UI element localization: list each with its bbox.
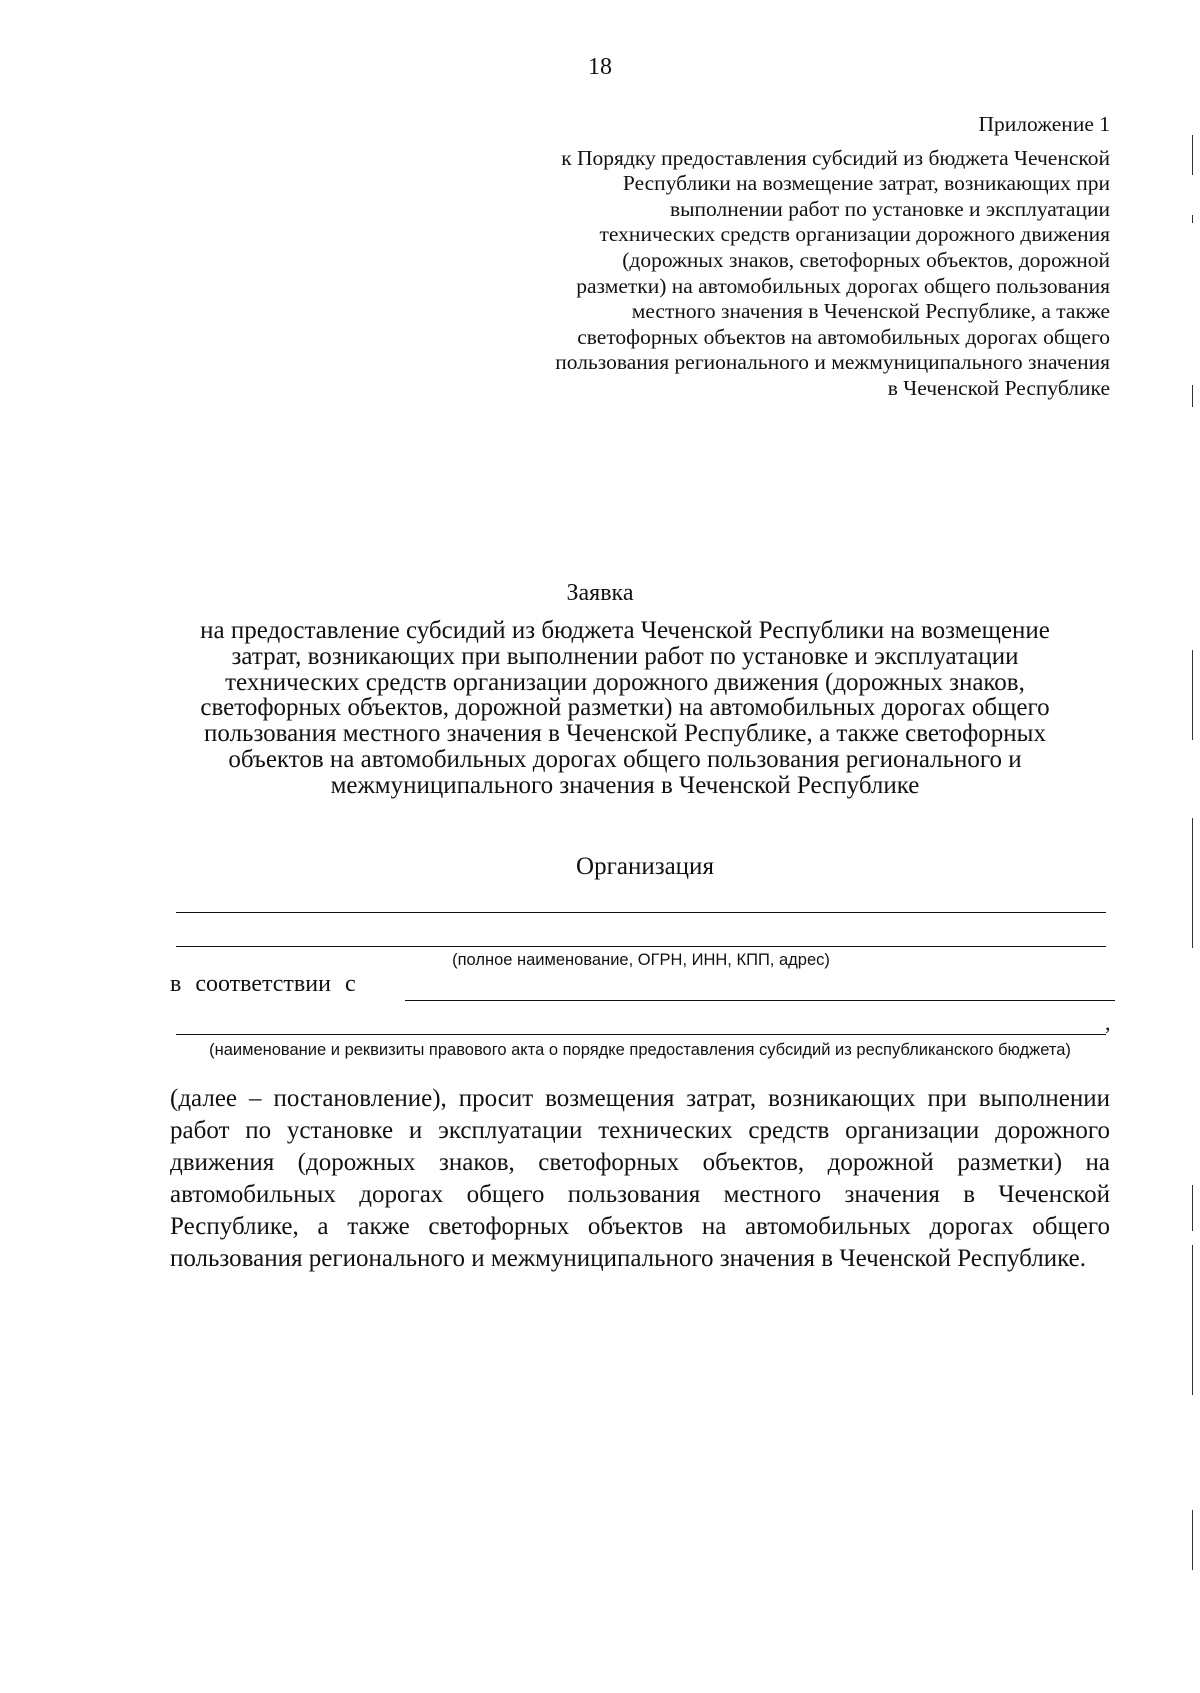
legal-act-line-2 [176,1034,1106,1035]
application-subtitle: на предоставление субсидий из бюджета Чеченской Республики на возмещение затрат, возникающих при выполнении работ по установке и эксплуатации технических средств организации дорожного движения (дорожных знаков, светофорных объектов, дорожной разметки) на автомобильных дорогах общего пользования местного значения в Чеченской Республике, а также светофорных объектов на автомобильных дорогах общего пользования регионального и межмуниципального значения в Чеченской Республике [200,617,1050,799]
margin-mark [1192,650,1193,740]
page-number: 18 [588,54,612,80]
margin-mark [1192,385,1193,407]
organization-line-1 [176,912,1106,913]
margin-mark [1192,135,1193,175]
organization-line-2 [176,946,1106,947]
margin-mark [1192,1510,1193,1570]
margin-mark [1192,215,1193,223]
margin-mark [1192,818,1193,948]
appendix-text: к Порядку предоставления субсидий из бюджета Чеченской Республики на возмещение затрат, возникающих при выполнении работ по установке и эксплуатации технических средств организации дорожного движения (дорожных знаков, светофорных объектов, дорожной разметки) на автомобильных дорогах общего пользования местного значения в Чеченской Республике, а также светофорных объектов на автомобильных дорогах общего пользования регионального и межмуниципального значения в Чеченской Республике [555,145,1110,400]
appendix-title: Приложение 1 [978,112,1110,136]
appendix-block [550,112,1110,402]
margin-mark [1192,1185,1193,1231]
legal-act-line-1 [405,1000,1115,1001]
organization-caption: (полное наименование, ОГРН, ИНН, КПП, адрес) [452,951,830,969]
body-paragraph: (далее – постановление), просит возмещения затрат, возникающих при выполнении работ по установке и эксплуатации технических средств организации дорожного движения (дорожных знаков, светофорных объектов, дорожной разметки) на автомобильных дорогах общего пользования местного значения в Чеченской Республике, а также светофорных объектов на автомобильных дорогах общего пользования регионального и межмуниципального значения в Чеченской Республике. [170,1085,1110,1272]
legal-act-caption: (наименование и реквизиты правового акта о порядке предоставления субсидий из республиканского бюджета) [209,1041,1071,1059]
legal-act-comma: , [1105,1010,1111,1035]
organization-heading: Организация [576,853,714,880]
legal-act-label: в соответствии с [170,971,356,997]
application-title: Заявка [566,580,634,606]
margin-mark [1192,1245,1193,1395]
